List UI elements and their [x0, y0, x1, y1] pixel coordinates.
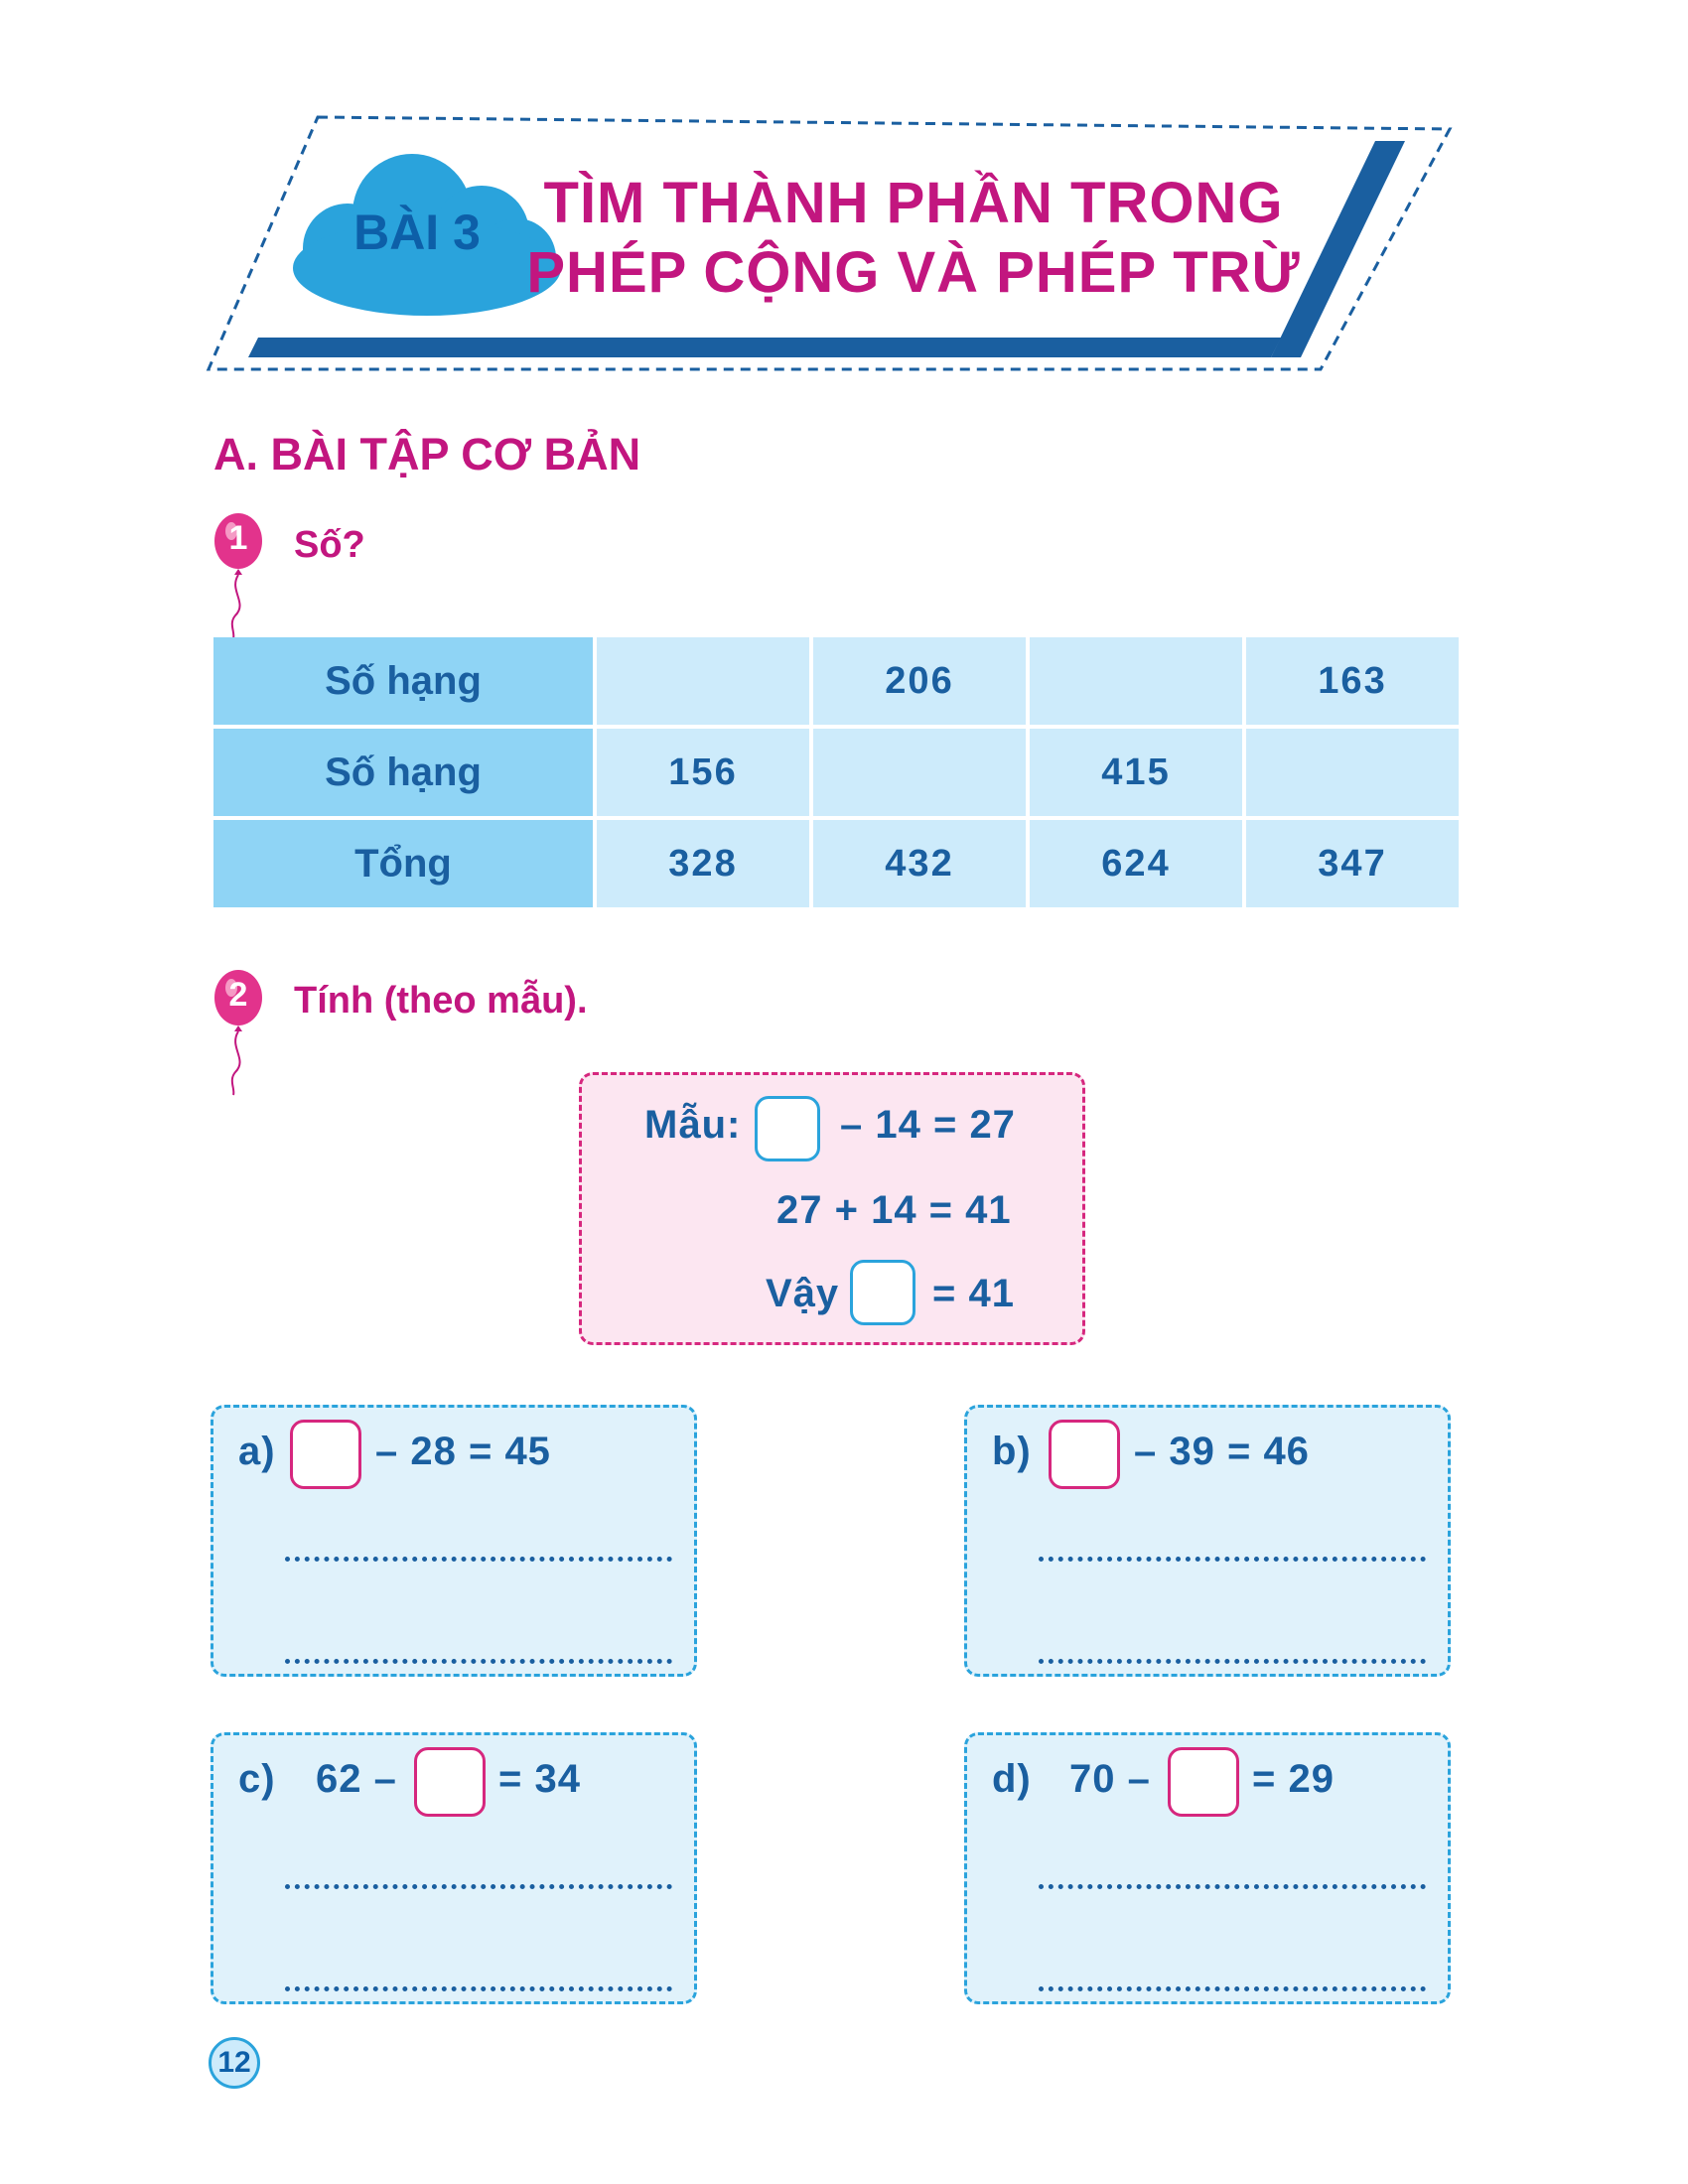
answer-blank[interactable]	[1168, 1747, 1239, 1817]
part-label: a)	[238, 1430, 276, 1473]
part-equation: – 39 = 46	[1134, 1430, 1310, 1473]
answer-blank[interactable]	[290, 1420, 361, 1489]
answer-blank[interactable]	[414, 1747, 486, 1817]
answer-line[interactable]	[1039, 1557, 1426, 1562]
exercise1-title: Số?	[294, 524, 365, 566]
answer-line[interactable]	[285, 1659, 672, 1664]
table-cell[interactable]	[1246, 729, 1459, 816]
table-cell[interactable]	[813, 729, 1026, 816]
table-row	[213, 820, 1459, 907]
lesson-title-line2: PHÉP CỘNG VÀ PHÉP TRỪ	[526, 240, 1301, 305]
example-line3-prefix: Vậy	[766, 1272, 840, 1315]
addition-table	[210, 633, 1463, 911]
answer-line[interactable]	[285, 1884, 672, 1889]
exercise-part-d	[964, 1732, 1451, 2004]
answer-line[interactable]	[285, 1986, 672, 1991]
row-header: Số hạng	[213, 637, 593, 725]
table-row	[213, 637, 1459, 725]
answer-blank[interactable]	[1049, 1420, 1120, 1489]
part-equation-start: 62 –	[316, 1757, 397, 1801]
example-label: Mẫu:	[644, 1103, 742, 1147]
example-line1: – 14 = 27	[840, 1103, 1016, 1147]
example-answer-blank	[850, 1260, 915, 1325]
table-cell: 624	[1030, 820, 1242, 907]
example-blank	[755, 1096, 820, 1161]
section-title: A. BÀI TẬP CƠ BẢN	[213, 429, 641, 479]
table-cell: 415	[1030, 729, 1242, 816]
table-cell[interactable]	[597, 637, 809, 725]
row-header: Tổng	[213, 820, 593, 907]
part-label: b)	[992, 1430, 1032, 1473]
exercise2-title: Tính (theo mẫu).	[294, 980, 588, 1022]
table-cell: 163	[1246, 637, 1459, 725]
row-header: Số hạng	[213, 729, 593, 816]
part-label: d)	[992, 1757, 1032, 1801]
table-cell: 328	[597, 820, 809, 907]
table-cell: 347	[1246, 820, 1459, 907]
table-cell[interactable]	[1030, 637, 1242, 725]
exercise-part-b	[964, 1405, 1451, 1677]
exercise-part-c	[211, 1732, 697, 2004]
answer-line[interactable]	[1039, 1986, 1426, 1991]
table-cell: 206	[813, 637, 1026, 725]
table-row	[213, 729, 1459, 816]
page-number: 12	[209, 2037, 260, 2089]
table-cell: 432	[813, 820, 1026, 907]
exercise2-number: 2	[228, 976, 248, 1014]
lesson-title-line1: TÌM THÀNH PHẦN TRONG	[543, 171, 1284, 235]
part-equation-start: 70 –	[1069, 1757, 1151, 1801]
example-box	[579, 1072, 1085, 1345]
lesson-label: BÀI 3	[353, 205, 481, 260]
table-cell: 156	[597, 729, 809, 816]
part-equation: = 29	[1252, 1757, 1335, 1801]
answer-line[interactable]	[1039, 1659, 1426, 1664]
example-line3: = 41	[932, 1272, 1015, 1315]
exercise-part-a	[211, 1405, 697, 1677]
part-label: c)	[238, 1757, 276, 1801]
example-line2: 27 + 14 = 41	[776, 1188, 1012, 1232]
part-equation: – 28 = 45	[375, 1430, 551, 1473]
exercise1-number: 1	[228, 519, 248, 557]
part-equation: = 34	[498, 1757, 581, 1801]
answer-line[interactable]	[285, 1557, 672, 1562]
lesson-title	[516, 169, 1311, 308]
answer-line[interactable]	[1039, 1884, 1426, 1889]
